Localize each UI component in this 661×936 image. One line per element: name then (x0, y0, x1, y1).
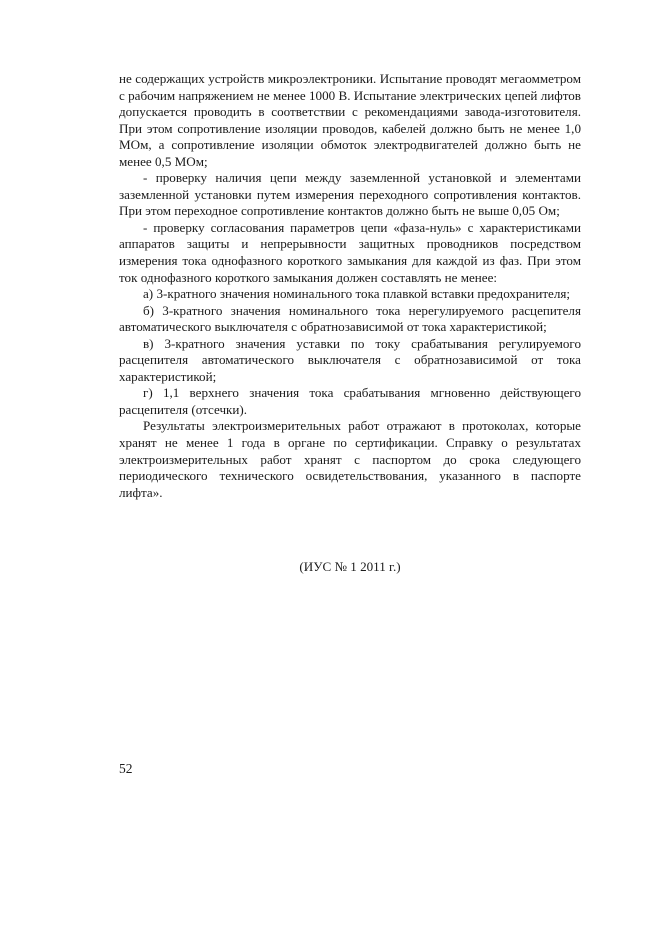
amendment-reference: (ИУС № 1 2011 г.) (299, 559, 401, 574)
paragraph-phase-zero-check: - проверку согласования параметров цепи «фаза-нуль» с характеристиками аппаратов защиты и непрерывности защитных проводников посредством измерения тока однофазного короткого замыкания для каждой из фаз. При этом ток однофазного короткого замыкания должен составлять не менее: (119, 219, 581, 285)
list-item-v: в) 3-кратного значения уставки по току срабатывания регулируемого расцепителя автоматического выключателя с обратнозависимой от тока характеристикой; (119, 335, 581, 384)
list-item-b: б) 3-кратного значения номинального тока нерегулируемого расцепителя автоматического выключателя с обратнозависимой от тока характеристикой; (119, 302, 581, 335)
list-item-a: а) 3-кратного значения номинального тока плавкой вставки предохранителя; (143, 286, 571, 302)
paragraph-results: Результаты электроизмерительных работ отражают в протоколах, которые хранят не менее 1 года в органе по сертификации. Справку о результатах электроизмерительных работ хранят с паспортом до срока следующего периодического технического освидетельствования, указанного в паспорте лифта». (119, 418, 581, 500)
list-item-g: г) 1,1 верхнего значения тока срабатывания мгновенно действующего расцепителя (отсечки). (119, 385, 581, 417)
body-text (119, 71, 581, 501)
page-number: 52 (119, 761, 133, 776)
paragraph-insulation-test: не содержащих устройств микроэлектроники. Испытание проводят мегаомметром с рабочим напряжением не менее 1000 В. Испытание электрических цепей лифтов допускается проводить в соответствии с рекомендациями завода-изготовителя. При этом сопротивление изоляции проводов, кабелей должно быть не менее 1,0 МОм, а сопротивление изоляции обмоток электродвигателей должно быть не менее 0,5 МОм; (119, 71, 581, 169)
paragraph-grounding-check: - проверку наличия цепи между заземленной установкой и элементами заземленной установки путем измерения переходного сопротивления контактов. При этом переходное сопротивление контактов должно быть не выше 0,05 Ом; (119, 170, 581, 219)
